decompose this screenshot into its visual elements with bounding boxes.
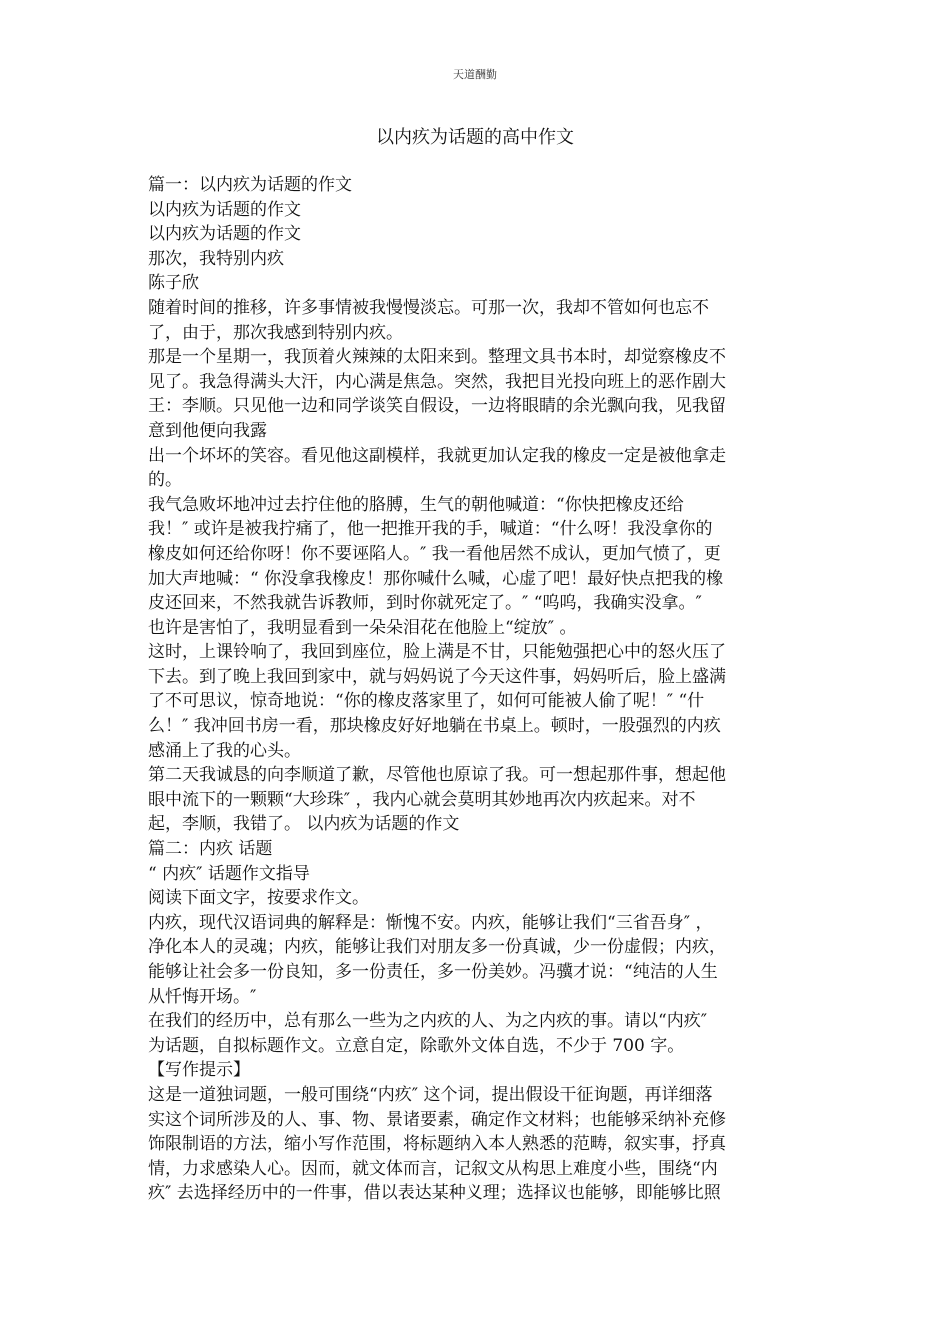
text-line: 这时，上课铃响了，我回到座位，脸上满是不甘，只能勉强把心中的怒火压了 [148,642,726,663]
text-line: 么！″ 我冲回书房一看，那块橡皮好好地躺在书桌上。顿时，一股强烈的内疚 [148,716,721,737]
text-line: 的。 [148,470,182,491]
text-line: 情，力求感染人心。因而，就文体而言，记叙文从构思上难度小些，围绕“内 [148,1158,718,1179]
text-line: 为话题，自拟标题作文。立意自定，除歌外文体自选，不少于 700 字。 [148,1035,685,1056]
text-line: 饰限制语的方法，缩小写作范围，将标题纳入本人熟悉的范畴，叙实事，抒真 [148,1134,726,1155]
text-line: 王：李顺。只见他一边和同学谈笑自假设，一边将眼睛的余光飘向我，见我留 [148,396,726,417]
text-line: 陈子欣 [148,273,199,294]
text-line: 从忏悔开场。″ [148,986,257,1007]
text-line: 随着时间的推移，许多事情被我慢慢淡忘。可那一次，我却不管如何也忘不 [148,297,709,318]
text-line: 皮还回来，不然我就告诉教师，到时你就死定了。″ “呜呜，我确实没拿。″ [148,593,702,614]
text-line: 疚″ 去选择经历中的一件事，借以表达某种义理；选择议也能够，即能够比照 [148,1183,721,1204]
text-line: 我！″ 或许是被我拧痛了，他一把推开我的手，喊道：“什么呀！我没拿你的 [148,519,713,540]
text-line: 在我们的经历中，总有那么一些为之内疚的人、为之内疚的事。请以“内疚″ [148,1011,708,1032]
text-line: 起，李顺，我错了。 以内疚为话题的作文 [148,814,460,835]
text-line: 下去。到了晚上我回到家中，就与妈妈说了今天这件事，妈妈听后，脸上盛满 [148,666,726,687]
text-line: 能够让社会多一份良知，多一份责任，多一份美妙。冯骥才说：“纯洁的人生 [148,962,718,982]
text-line: 了，由于，那次我感到特别内疚。 [148,322,403,343]
text-line: 意到他便向我露 [148,420,267,441]
text-line: 篇二：内疚 话题 [148,839,273,860]
text-line: 也许是害怕了，我明显看到一朵朵泪花在他脸上“绽放″ 。 [148,617,577,638]
document-title: 以内疚为话题的高中作文 [376,127,574,148]
text-line: 以内疚为话题的作文 [148,199,301,220]
text-line: 我气急败坏地冲过去拧住他的胳膊，生气的朝他喊道：“你快把橡皮还给 [148,494,684,515]
text-line: 净化本人的灵魂；内疚，能够让我们对朋友多一份真诚，少一份虚假；内疚， [148,937,726,958]
text-line: 篇一：以内疚为话题的作文 [148,175,352,195]
text-line: 眼中流下的一颗颗“大珍珠″ ，我内心就会莫明其妙地再次内疚起来。对不 [148,789,696,810]
text-line: 感涌上了我的心头。 [148,740,301,761]
text-line: 出一个坏坏的笑容。看见他这副模样，我就更加认定我的橡皮一定是被他拿走 [148,445,726,466]
page-header: 天道酬勤 [453,68,497,81]
text-line: 橡皮如何还给你呀！你不要诬陷人。″ 我一看他居然不成认，更加气愤了，更 [148,543,721,564]
text-line: 第二天我诚恳的向李顺道了歉，尽管他也原谅了我。可一想起那件事，想起他 [148,765,726,786]
text-line: 加大声地喊：“ 你没拿我橡皮！那你喊什么喊，心虚了吧！最好快点把我的橡 [148,568,724,589]
text-line: 阅读下面文字，按要求作文。 [148,888,369,909]
text-line: 以内疚为话题的作文 [148,224,301,245]
text-line: 那次，我特别内疚 [148,248,284,269]
text-line: 了不可思议，惊奇地说：“你的橡皮落家里了，如何可能被人偷了呢！″ “什 [148,691,705,712]
text-line: 这是一道独词题，一般可围绕“内疚″ 这个词，提出假设干征询题，再详细落 [148,1084,713,1105]
text-line: 内疚，现代汉语词典的解释是：惭愧不安。内疚，能够让我们“三省吾身″ ， [148,912,713,933]
text-line: 见了。我急得满头大汗，内心满是焦急。突然，我把目光投向班上的恶作剧大 [148,371,726,392]
text-line: “ 内疚″ 话题作文指导 [148,863,310,884]
text-line: 实这个词所涉及的人、事、物、景诸要素，确定作文材料；也能够采纳补充修 [148,1109,726,1130]
text-line: 那是一个星期一，我顶着火辣辣的太阳来到。整理文具书本时，却觉察橡皮不 [148,347,726,368]
document-body [148,173,803,1206]
text-line: 【写作提示】 [148,1060,250,1081]
